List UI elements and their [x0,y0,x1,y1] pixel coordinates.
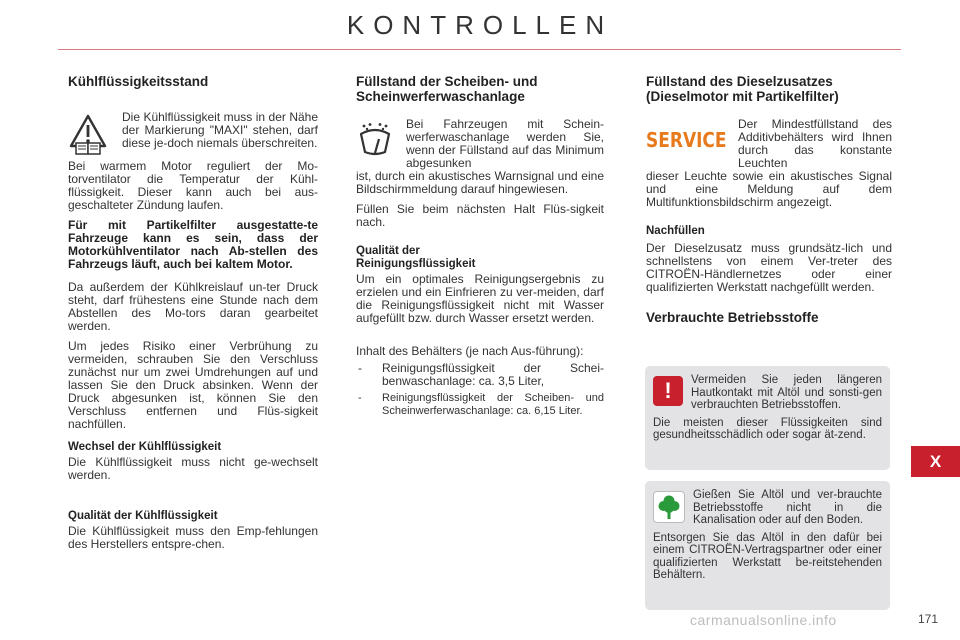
column-washer [356,70,604,422]
diesel-sub-refill-text: Der Dieselzusatz muss grundsätz-lich und schnellstens von einem Ver-treter des CITROËN-Händlernetzes oder einer qualifizierten Werkstatt nachgefüllt werden. [646,241,892,294]
washer-sub-quality-text: Um ein optimales Reinigungsergebnis zu erzielen und ein Einfrieren zu ver-meiden, darf die Reinigungsflüssigkeit nicht mit Wasser aufgefüllt bzw. durch Wasser ersetzt werden. [356,272,604,325]
coolant-icon-block [68,111,318,160]
column-diesel-additive [646,70,892,335]
washer-sub-quality: Qualität der Reinigungsflüssigkeit [356,245,476,270]
section-heading-used-fluids: Verbrauchte Betriebsstoffe [646,310,819,325]
coolant-p2-bold: Für mit Partikelfilter ausgestatte-te Fahrzeuge kann es sein, dass der Motorkühlventilator nach Ab-stellen des Fahrzeugs läuft, auch bei kaltem Motor. [68,218,318,271]
section-heading-washer: Füllstand der Scheiben- und Scheinwerferwaschanlage [356,74,538,104]
environment-note-row [653,489,882,532]
coolant-p4: Um jedes Risiko einer Verbrühung zu vermeiden, schrauben Sie den Verschluss zunächst nur um zwei Umdrehungen auf und lassen Sie den Druck absinken. Wenn der Druck abgesunken ist, können Sie den Verschluss entfernen und Flüs-sigkeit nachfüllen. [68,339,318,431]
exclamation-icon: ! [653,376,683,406]
page-title: KONTROLLEN [346,10,614,40]
warning-note-row [653,374,882,417]
coolant-p1: Bei warmem Motor reguliert der Mo-torventilator die Temperatur der Kühl-flüssigkeit. Dieser kann auch bei aus-geschalteter Zündung laufen. [68,159,318,212]
list-item: - Reinigungsflüssigkeit der Schei-benwaschanlage: ca. 3,5 Liter, [356,362,604,388]
washer-text-a: Bei Fahrzeugen mit Schein-werferwaschanlage werden Sie, wenn der Füllstand auf das Minimum abgesunken [406,117,604,170]
column-coolant [68,70,318,558]
title-divider [58,49,901,50]
section-heading-coolant: Kühlflüssigkeitsstand [68,74,209,89]
coolant-sub-change: Wechsel der Kühlflüssigkeit [68,441,222,453]
coolant-sub-change-text: Die Kühlflüssigkeit muss nicht ge-wechselt werden. [68,455,318,482]
service-icon-block [646,118,892,170]
environment-note-text-a: Gießen Sie Altöl und ver-brauchte Betriebsstoffe nicht in die Kanalisation oder auf den Boden. [693,489,882,526]
warning-note [645,366,890,470]
section-heading-diesel: Füllstand des Dieselzusatzes (Dieselmotor mit Partikelfilter) [646,74,839,104]
diesel-sub-refill: Nachfüllen [646,225,705,237]
diesel-text-b: dieser Leuchte sowie ein akustisches Signal und eine Meldung auf dem Multifunktionsbildschirm angezeigt. [646,169,892,209]
windscreen-washer-icon [356,122,394,165]
tree-icon [653,491,685,523]
environment-note [645,481,890,610]
chapter-tab[interactable]: X [911,446,960,477]
hot-warning-manual-icon [68,113,108,160]
warning-note-text-b: Die meisten dieser Flüssigkeiten sind gesundheitsschädlich oder sogar ät-zend. [653,416,882,441]
washer-text-b: ist, durch ein akustisches Warnsignal und eine Bildschirmmeldung darauf hingewiesen. [356,169,604,196]
environment-note-text-b: Entsorgen Sie das Altöl in den dafür bei einem CITROËN-Vertragspartner oder einer qualifizierten Werkstatt be-reitstehenden Behältern. [653,531,882,581]
washer-p1: Füllen Sie beim nächsten Halt Flüs-sigkeit nach. [356,202,604,229]
coolant-sub-quality-text: Die Kühlflüssigkeit muss den Emp-fehlungen des Herstellers entspre-chen. [68,524,318,551]
coolant-p3: Da außerdem der Kühlkreislauf un-ter Druck steht, darf frühestens eine Stunde nach dem Abstellen des Mo-tors daran gearbeitet werden. [68,280,318,333]
washer-icon-block [356,118,604,170]
warning-note-text-a: Vermeiden Sie jeden längeren Hautkontakt mit Altöl und sonsti-gen verbrauchten Betriebsstoffen. [691,374,882,411]
coolant-sub-quality: Qualität der Kühlflüssigkeit [68,510,218,522]
diesel-text-a: Der Mindestfüllstand des Additivbehälters wird Ihnen durch das konstante Leuchten [738,117,892,170]
service-warning-icon: SERVICE [646,128,727,152]
coolant-level-text: Die Kühlflüssigkeit muss in der Nähe der Markierung "MAXI" stehen, darf diese je-doch niemals überschreiten. [122,110,318,150]
watermark: carmanualsonline.info [690,612,837,628]
washer-p2: Inhalt des Behälters (je nach Aus-führung): [356,344,584,358]
washer-capacity-list [356,362,604,418]
list-item: - Reinigungsflüssigkeit der Scheiben- und Scheinwerferwaschanlage: ca. 6,15 Liter. [356,392,604,418]
page-number: 171 [918,612,939,626]
